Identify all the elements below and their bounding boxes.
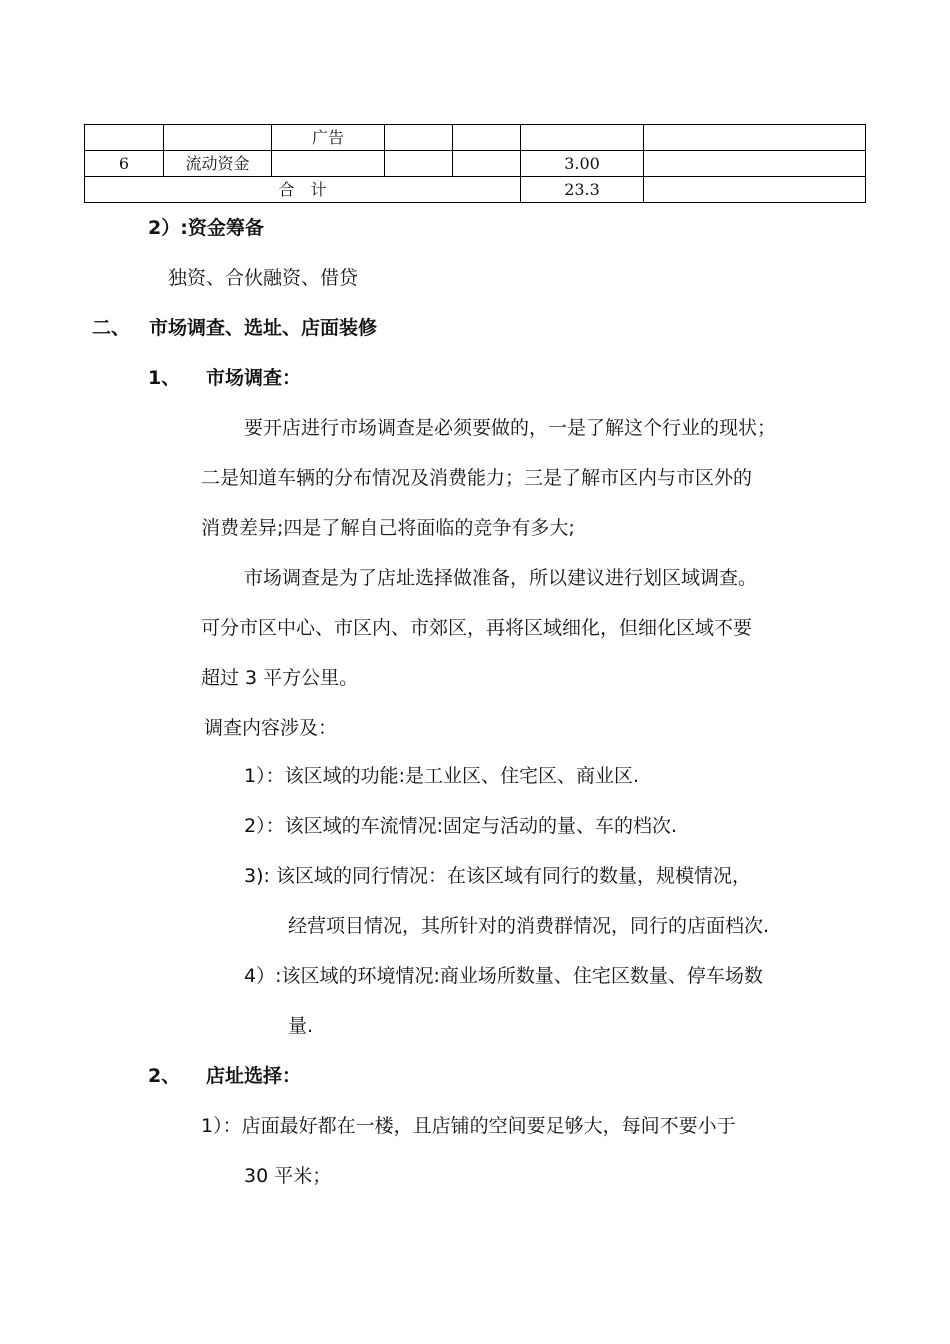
funding-heading: 2）:资金筹备 [148,217,264,239]
table-total-row [85,177,866,203]
list-item: 1）：店面最好都在一楼，且店铺的空间要足够大，每间不要小于 [201,1115,736,1137]
list-item-continued: 30 平米； [244,1165,332,1187]
paragraph-line: 二是知道车辆的分布情况及消费能力；三是了解市区内与市区外的 [201,467,753,489]
list-item-continued: 经营项目情况，其所针对的消费群情况，同行的店面档次. [288,915,770,937]
section-heading: 市场调查、选址、店面装修 [149,317,378,339]
scope-label: 调查内容涉及： [204,717,338,739]
subsection-number: 2、 [148,1065,181,1087]
list-item: 2）：该区域的车流情况:固定与活动的量、车的档次. [244,815,678,837]
table-cell-ad: 广告 [272,125,385,151]
table-total-label: 合 计 [85,177,521,203]
section-number: 二、 [92,317,131,339]
paragraph-line: 市场调查是为了店址选择做准备，所以建议进行划区域调查。 [244,567,758,589]
table-row [85,125,866,151]
list-item: 3): 该区域的同行情况：在该区域有同行的数量，规模情况， [244,865,751,887]
list-item: 4）:该区域的环境情况:商业场所数量、住宅区数量、停车场数 [244,965,763,987]
paragraph-line: 可分市区中心、市区内、市郊区，再将区域细化，但细化区域不要 [201,617,753,639]
table-row [85,151,866,177]
paragraph-line: 消费差异;四是了解自己将面临的竞争有多大; [201,517,575,539]
funding-text: 独资、合伙融资、借贷 [168,267,359,289]
paragraph-line: 超过 3 平方公里。 [201,667,359,689]
list-item-continued: 量. [288,1015,314,1037]
subsection-number: 1、 [148,367,181,389]
table-cell-item: 流动资金 [164,151,272,177]
table-cell-number: 6 [85,151,164,177]
table-cell-amount: 3.00 [521,151,644,177]
funding-table [84,124,866,203]
subsection-title: 店址选择： [206,1065,302,1087]
table-total-amount: 23.3 [521,177,644,203]
paragraph-line: 要开店进行市场调查是必须要做的，一是了解这个行业的现状； [244,417,777,439]
list-item: 1）：该区域的功能:是工业区、住宅区、商业区. [244,765,640,787]
subsection-title: 市场调查： [206,367,302,389]
